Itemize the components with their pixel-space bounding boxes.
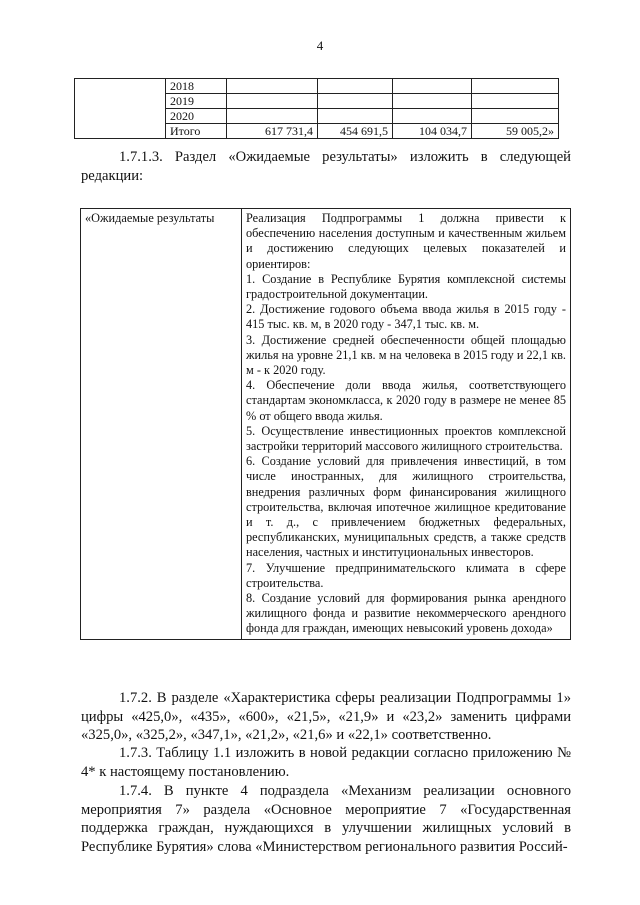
amount-cell bbox=[318, 94, 393, 109]
amount-cell: 454 691,5 bbox=[318, 124, 393, 139]
amount-cell bbox=[227, 79, 318, 94]
results-intro: Реализация Подпрограммы 1 должна привести к обеспечению населения доступным и качественным жильем и достижению следующих целевых показателей и ориентиров: bbox=[246, 211, 566, 271]
year-cell: 2018 bbox=[166, 79, 227, 94]
amount-cell bbox=[318, 109, 393, 124]
amount-cell bbox=[472, 109, 559, 124]
amount-cell bbox=[472, 94, 559, 109]
table-row bbox=[81, 209, 571, 640]
paragraph-1-7-2: 1.7.2. В разделе «Характеристика сферы реализации Подпрограммы 1» цифры «425,0», «435», «600», «21,5», «21,9» и «23,2» заменить цифрами «325,0», «325,2», «347,1», «21,2», «21,6» и «22,1» соответственно. bbox=[81, 690, 571, 743]
amount-cell: 59 005,2» bbox=[472, 124, 559, 139]
expected-results-table bbox=[80, 208, 571, 640]
results-item: 8. Создание условий для формирования рынка арендного жилищного фонда и развитие некоммерческого арендного фонда для граждан, имеющих невысокий уровень дохода» bbox=[246, 591, 566, 636]
amount-cell: 617 731,4 bbox=[227, 124, 318, 139]
table-row bbox=[75, 79, 559, 94]
results-text-cell bbox=[242, 209, 571, 640]
paragraph-1-7-1-3: 1.7.1.3. Раздел «Ожидаемые результаты» изложить в следующей редакции: bbox=[81, 149, 571, 184]
results-item: 7. Улучшение предпринимательского климата в сфере строительства. bbox=[246, 560, 566, 590]
table-cell-empty bbox=[75, 79, 166, 139]
amount-cell bbox=[318, 79, 393, 94]
budget-table bbox=[74, 78, 559, 139]
paragraph-1-7-3: 1.7.3. Таблицу 1.1 изложить в новой редакции согласно приложению № 4* к настоящему постановлению. bbox=[81, 745, 571, 780]
results-item: 4. Обеспечение доли ввода жилья, соответствующего стандартам экономкласса, к 2020 году в размере не менее 85 % от общего ввода жилья. bbox=[246, 378, 566, 423]
amount-cell bbox=[393, 79, 472, 94]
year-cell: 2020 bbox=[166, 109, 227, 124]
results-label-cell: «Ожидаемые результаты bbox=[81, 209, 242, 640]
results-item: 2. Достижение годового объема ввода жилья в 2015 году - 415 тыс. кв. м, в 2020 году - 347,1 тыс. кв. м. bbox=[246, 302, 566, 332]
results-item: 5. Осуществление инвестиционных проектов комплексной застройки территорий массового жилищного строительства. bbox=[246, 423, 566, 454]
amount-cell bbox=[393, 109, 472, 124]
year-cell: 2019 bbox=[166, 94, 227, 109]
results-item: 1. Создание в Республике Бурятия комплексной системы градостроительной документации. bbox=[246, 271, 566, 302]
total-label-cell: Итого bbox=[166, 124, 227, 139]
results-item: 6. Создание условий для привлечения инвестиций, в том числе иностранных, для жилищного строительства, внедрения различных форм финансирования жилищного строительства, включая ипотечное жилищное кредитование и т. д., с привлечением бюджетных федеральных, республиканских, муниципальных средств, а также средств населения, частных и институциональных инвесторов. bbox=[246, 454, 566, 560]
amount-cell bbox=[472, 79, 559, 94]
amount-cell bbox=[227, 94, 318, 109]
page-number: 4 bbox=[316, 38, 324, 53]
amount-cell bbox=[393, 94, 472, 109]
results-item: 3. Достижение средней обеспеченности общей площадью жилья на уровне 21,1 кв. м на человека в 2015 году и 22,1 кв. м - к 2020 году. bbox=[246, 332, 566, 378]
paragraph-1-7-4: 1.7.4. В пункте 4 подраздела «Механизм реализации основного мероприятия 7» раздела «Основное мероприятие 7 «Государственная поддержка граждан, нуждающихся в улучшении жилищных условий в Республике Бурятия» слова «Министерством регионального развития Россий- bbox=[81, 783, 571, 855]
amount-cell: 104 034,7 bbox=[393, 124, 472, 139]
amount-cell bbox=[227, 109, 318, 124]
